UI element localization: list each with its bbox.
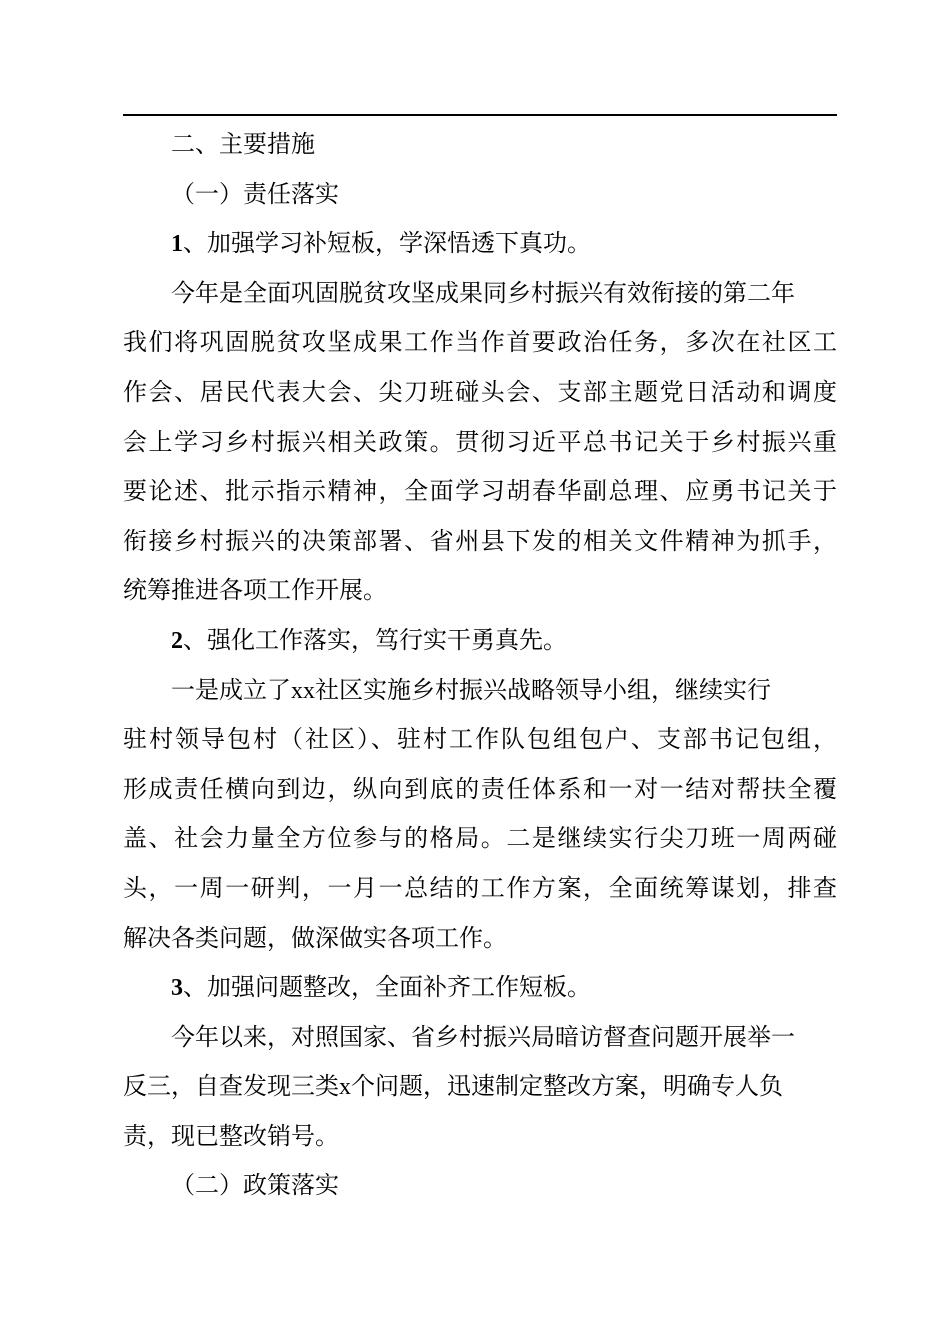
item2-line-1-pre: 一是成立了: [171, 675, 291, 704]
item2-line-5: 头，一周一研判，一月一总结的工作方案，全面统筹谋划，排查: [123, 873, 837, 902]
item1-title: 、加强学习补短板，学深悟透下真功。: [183, 229, 591, 258]
item1-line-5: 要论述、批示指示精神，全面学习胡春华副总理、应勇书记关于: [123, 477, 837, 506]
item1-number: 1: [171, 231, 183, 258]
section1-title: （一）责任落实: [171, 179, 339, 208]
section2-title: （二）政策落实: [171, 1171, 339, 1200]
document-body: [123, 120, 837, 1211]
item2-number: 2: [171, 627, 183, 654]
item1-line-1: 今年是全面巩固脱贫攻坚成果同乡村振兴有效衔接的第二年: [171, 278, 795, 307]
item3-line-2-pre: 反三，自查发现三类: [123, 1072, 339, 1101]
item2-line-1: [123, 666, 837, 716]
item3-title: 、加强问题整改，全面补齐工作短板。: [183, 973, 591, 1002]
item3-line-2: [123, 1062, 837, 1112]
item1-line-2: 我们将巩固脱贫攻坚成果工作当作首要政治任务，多次在社区工: [123, 328, 837, 357]
item3-line-1: 今年以来，对照国家、省乡村振兴局暗访督查问题开展举一: [171, 1022, 795, 1051]
heading-main: 二、主要措施: [171, 130, 315, 158]
item3-line-2-var: x: [339, 1074, 351, 1101]
item2-line-1-post: 社区实施乡村振兴战略领导小组，继续实行: [315, 675, 771, 704]
item1-line-3: 作会、居民代表大会、尖刀班碰头会、支部主题党日活动和调度: [123, 377, 837, 406]
item1-heading: [123, 219, 837, 269]
item2-line-1-var: xx: [291, 677, 315, 704]
item1-line-6: 衔接乡村振兴的决策部署、省州县下发的相关文件精神为抓手，: [123, 526, 837, 555]
item2-line-4: 盖、社会力量全方位参与的格局。二是继续实行尖刀班一周两碰: [123, 824, 837, 853]
item2-line-6: 解决各类问题，做深做实各项工作。: [123, 923, 507, 952]
item1-line-7: 统筹推进各项工作开展。: [123, 576, 387, 605]
item2-line-3: 形成责任横向到边，纵向到底的责任体系和一对一结对帮扶全覆: [123, 774, 837, 803]
item3-number: 3: [171, 975, 183, 1002]
item2-heading: [123, 616, 837, 666]
item1-line-4: 会上学习乡村振兴相关政策。贯彻习近平总书记关于乡村振兴重: [123, 427, 837, 456]
header-rule: [123, 114, 837, 116]
item2-title: 、强化工作落实，笃行实干勇真先。: [183, 625, 567, 654]
item3-heading: [123, 963, 837, 1013]
item3-line-2-post: 个问题，迅速制定整改方案，明确专人负: [351, 1072, 783, 1101]
item2-line-2: 驻村领导包村（社区）、驻村工作队包组包户、支部书记包组，: [123, 725, 837, 754]
item3-line-3: 责，现已整改销号。: [123, 1121, 339, 1150]
